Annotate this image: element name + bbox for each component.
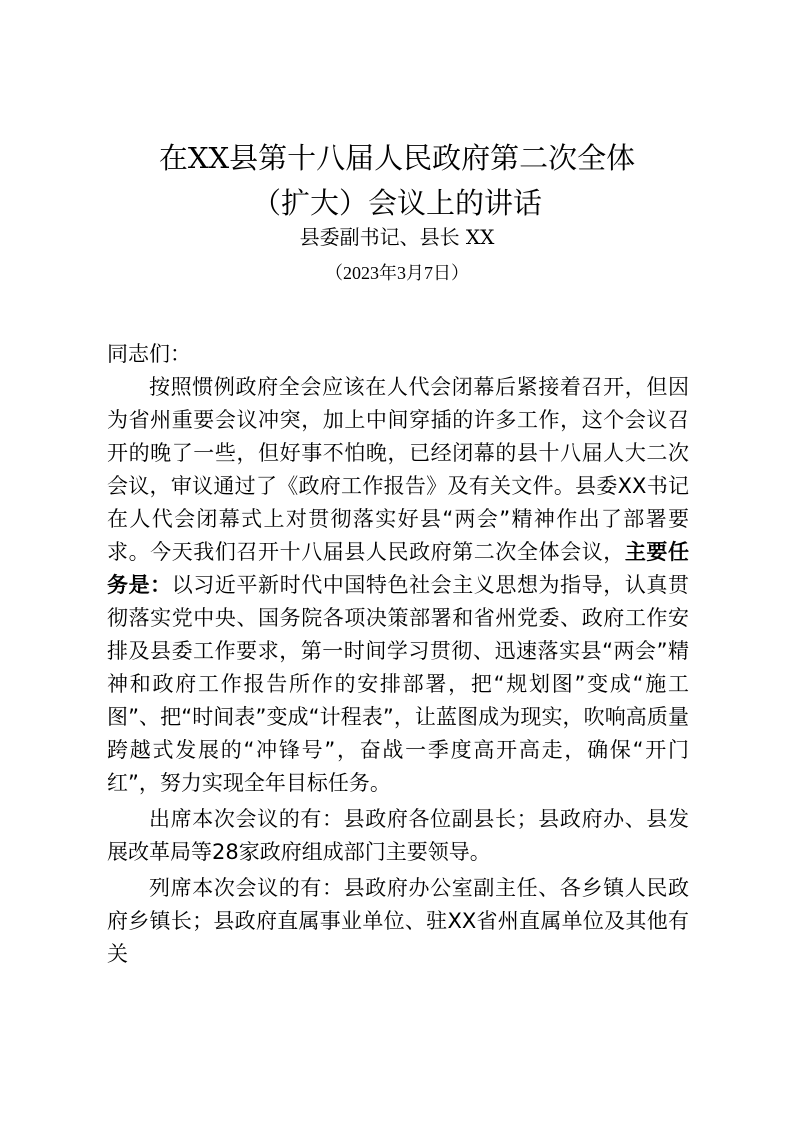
paragraph-1	[107, 371, 689, 800]
paragraph-1-text-a: 按照惯例政府全会应该在人代会闭幕后紧接着召开，但因为省州重要会议冲突，加上中间穿插的许多工作，这个会议召开的晚了一些，但好事不怕晚，已经闭幕的县十八届人大二次会议，审议通过了《政府工作报告》及有关文件。县委XX书记在人代会闭幕式上对贯彻落实好县“两会”精神作出了部署要求。今天我们召开十八届县人民政府第二次全体会议，	[107, 375, 689, 564]
salutation: 同志们：	[107, 342, 191, 366]
title-line-1: 在XX县第十八届人民政府第二次全体	[158, 141, 636, 175]
main-task-label: 主要任务是：	[107, 540, 690, 597]
speech-date: （2023年3月7日）	[325, 263, 469, 283]
byline: 县委副书记、县长 XX	[299, 225, 495, 249]
paragraph-3: 列席本次会议的有：县政府办公室副主任、各乡镇人民政府乡镇长；县政府直属事业单位、驻XX省州直属单位及其他有关	[107, 876, 689, 966]
paragraph-2: 出席本次会议的有：县政府各位副县长；县政府办、县发展改革局等28家政府组成部门主要领导。	[107, 807, 689, 864]
speech-body	[107, 338, 689, 971]
paragraph-1-text-b: 以习近平新时代中国特色社会主义思想为指导，认真贯彻落实党中央、国务院各项决策部署和省州党委、政府工作安排及县委工作要求，第一时间学习贯彻、迅速落实县“两会”精神和政府工作报告所作的安排部署，把“规划图”变成“施工图”、把“时间表”变成“计程表”，让蓝图成为现实，吹响高质量跨越式发展的“冲锋号”，奋战一季度高开高走，确保“开门红”，努力实现全年目标任务。	[107, 573, 690, 795]
title-line-2: （扩大）会议上的讲话	[251, 186, 542, 220]
